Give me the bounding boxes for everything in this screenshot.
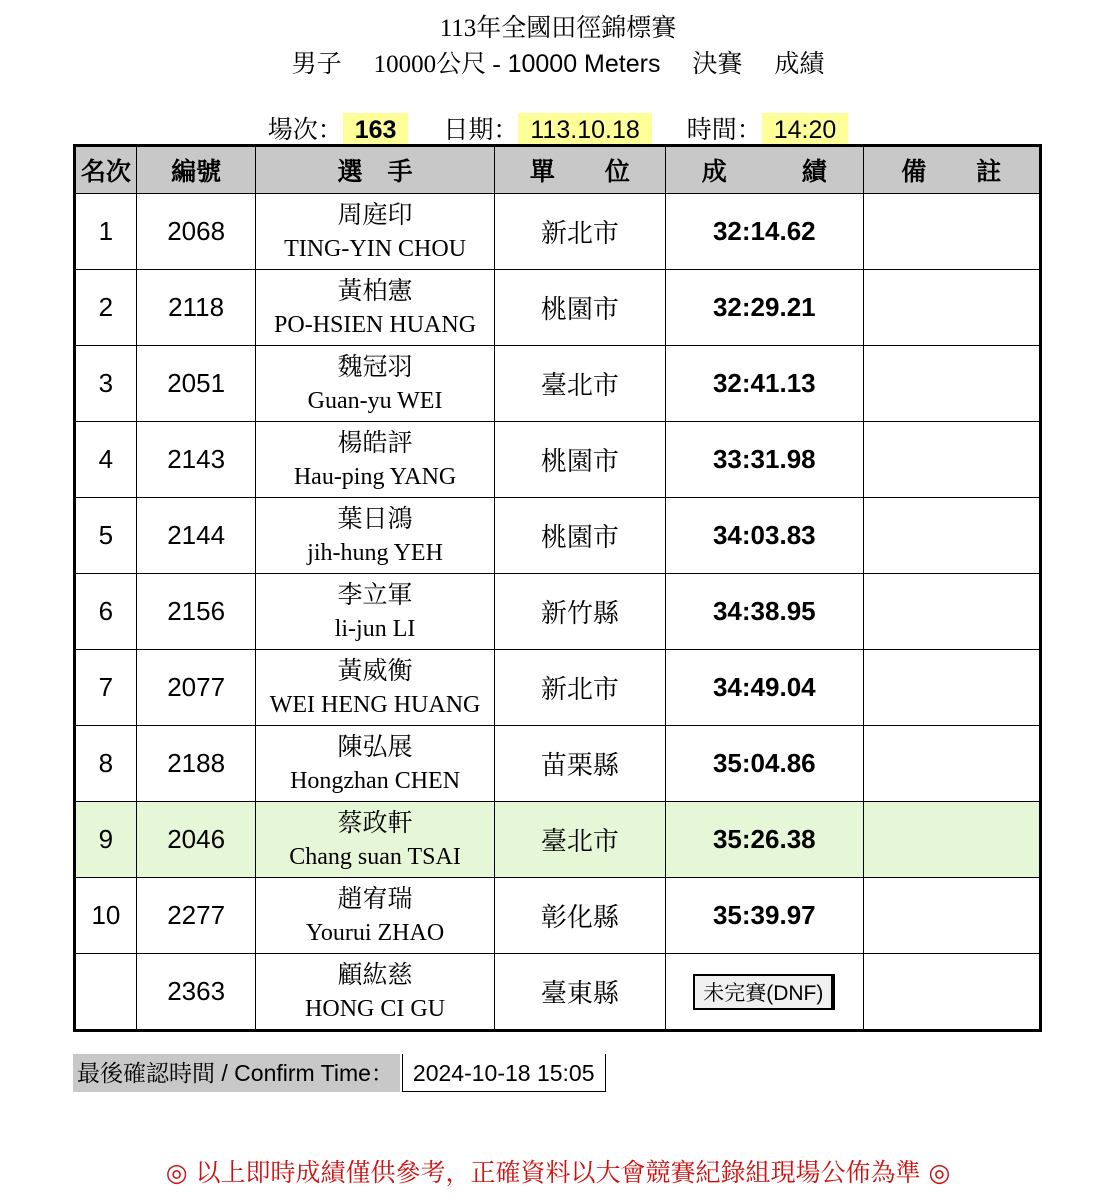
unit-cell: 新北市 (494, 650, 665, 726)
athlete-name-zh: 顧紘慈 (337, 960, 413, 989)
unit-cell: 桃園市 (494, 270, 665, 346)
disclaimer-notice: ◎ 以上即時成績僅供參考，正確資料以大會競賽紀錄組現場公佈為準 ◎ (165, 1158, 951, 1187)
athlete-name-zh: 魏冠羽 (337, 352, 413, 381)
page-title: 113年全國田徑錦標賽 (439, 15, 677, 42)
rank-cell: 7 (75, 650, 137, 726)
unit-cell: 新北市 (494, 194, 665, 270)
mark-cell: 34:38.95 (666, 574, 863, 650)
gender: 男子 (291, 51, 342, 78)
note-cell (863, 650, 1040, 726)
table-header-row (75, 146, 1041, 194)
note-cell (863, 954, 1040, 1031)
time-value: 14:20 (762, 113, 849, 147)
event-en: 10000 Meters (507, 50, 661, 78)
confirm-time (73, 1054, 606, 1092)
table-row (75, 270, 1041, 346)
time-label: 時間： (686, 116, 762, 144)
rank-cell: 10 (75, 878, 137, 954)
athlete-name-zh: 趙宥瑞 (337, 884, 413, 913)
athlete-cell (256, 422, 494, 498)
athlete-name-en: Hongzhan CHEN (290, 767, 461, 794)
unit-cell: 彰化縣 (494, 878, 665, 954)
unit-cell: 桃園市 (494, 422, 665, 498)
rank-cell: 1 (75, 194, 137, 270)
bib-cell: 2046 (136, 802, 256, 878)
heat-label: 場次： (267, 116, 343, 144)
mark-cell: 33:31.98 (666, 422, 863, 498)
athlete-cell (256, 650, 494, 726)
mark-cell: 35:39.97 (666, 878, 863, 954)
athlete-name-en: TING-YIN CHOU (284, 235, 467, 262)
bib-cell: 2143 (136, 422, 256, 498)
header-mark: 成 績 (666, 146, 863, 194)
athlete-name-en: HONG CI GU (305, 995, 446, 1022)
table-row (75, 802, 1041, 878)
athlete-name-zh: 陳弘展 (337, 732, 413, 761)
header-unit: 單 位 (494, 146, 665, 194)
athlete-name-zh: 周庭印 (337, 200, 413, 229)
athlete-name-zh: 黃柏憲 (337, 276, 413, 305)
athlete-name-zh: 蔡政軒 (337, 808, 413, 837)
athlete-name-zh: 葉日鴻 (337, 504, 413, 533)
header-bib: 編號 (136, 146, 256, 194)
table-row (75, 574, 1041, 650)
note-cell (863, 498, 1040, 574)
note-cell (863, 802, 1040, 878)
mark-cell: 32:29.21 (666, 270, 863, 346)
athlete-name-en: Yourui ZHAO (305, 919, 445, 946)
bib-cell: 2156 (136, 574, 256, 650)
heat-value: 163 (343, 113, 409, 147)
athlete-name-en: WEI HENG HUANG (269, 691, 481, 718)
athlete-cell (256, 574, 494, 650)
mark-cell: 35:04.86 (666, 726, 863, 802)
mark-cell (666, 954, 863, 1031)
athlete-cell (256, 194, 494, 270)
athlete-cell (256, 878, 494, 954)
unit-cell: 苗栗縣 (494, 726, 665, 802)
athlete-cell (256, 498, 494, 574)
confirm-time-value: 2024-10-18 15:05 (402, 1054, 606, 1092)
athlete-cell (256, 802, 494, 878)
note-cell (863, 194, 1040, 270)
rank-cell: 6 (75, 574, 137, 650)
date-value: 113.10.18 (518, 113, 651, 147)
bib-cell: 2077 (136, 650, 256, 726)
bib-cell: 2188 (136, 726, 256, 802)
note-cell (863, 346, 1040, 422)
mark-cell: 34:49.04 (666, 650, 863, 726)
round: 決賽 (692, 51, 743, 78)
header-note: 備 註 (863, 146, 1040, 194)
athlete-name-zh: 李立軍 (337, 580, 413, 609)
athlete-cell (256, 346, 494, 422)
table-row (75, 726, 1041, 802)
rank-cell: 5 (75, 498, 137, 574)
results-body (75, 194, 1041, 1031)
athlete-name-en: jih-hung YEH (307, 539, 443, 566)
note-cell (863, 878, 1040, 954)
bib-cell: 2051 (136, 346, 256, 422)
mark-cell: 32:41.13 (666, 346, 863, 422)
bib-cell: 2277 (136, 878, 256, 954)
result-type: 成績 (774, 51, 825, 78)
unit-cell: 臺北市 (494, 346, 665, 422)
rank-cell (75, 954, 137, 1031)
mark-cell: 34:03.83 (666, 498, 863, 574)
event-subtitle (0, 44, 1116, 80)
athlete-name-en: Guan-yu WEI (307, 387, 443, 414)
unit-cell: 臺東縣 (494, 954, 665, 1031)
unit-cell: 新竹縣 (494, 574, 665, 650)
table-row (75, 194, 1041, 270)
results-table (73, 144, 1042, 1032)
athlete-cell (256, 726, 494, 802)
rank-cell: 3 (75, 346, 137, 422)
table-row (75, 650, 1041, 726)
note-cell (863, 726, 1040, 802)
table-row (75, 498, 1041, 574)
table-row (75, 346, 1041, 422)
bib-cell: 2363 (136, 954, 256, 1031)
table-row (75, 878, 1041, 954)
event-zh: 10000公尺 - (373, 51, 501, 78)
date-label: 日期： (443, 116, 519, 144)
dnf-badge: 未完賽(DNF) (693, 974, 835, 1010)
unit-cell: 臺北市 (494, 802, 665, 878)
header-athlete: 選 手 (256, 146, 494, 194)
athlete-name-zh: 楊皓評 (337, 428, 413, 457)
table-row (75, 954, 1041, 1031)
athlete-name-en: Chang suan TSAI (289, 843, 461, 870)
header-rank: 名次 (75, 146, 137, 194)
athlete-name-en: Hau-ping YANG (293, 463, 457, 490)
bib-cell: 2068 (136, 194, 256, 270)
mark-cell: 35:26.38 (666, 802, 863, 878)
rank-cell: 4 (75, 422, 137, 498)
note-cell (863, 270, 1040, 346)
bib-cell: 2144 (136, 498, 256, 574)
rank-cell: 2 (75, 270, 137, 346)
unit-cell: 桃園市 (494, 498, 665, 574)
event-info (0, 110, 1116, 147)
athlete-name-en: li-jun LI (334, 615, 416, 642)
rank-cell: 9 (75, 802, 137, 878)
table-row (75, 422, 1041, 498)
confirm-time-label: 最後確認時間 / Confirm Time： (73, 1054, 400, 1092)
athlete-cell (256, 954, 494, 1031)
bib-cell: 2118 (136, 270, 256, 346)
athlete-cell (256, 270, 494, 346)
athlete-name-zh: 黃威衡 (337, 656, 413, 685)
mark-cell: 32:14.62 (666, 194, 863, 270)
note-cell (863, 574, 1040, 650)
rank-cell: 8 (75, 726, 137, 802)
note-cell (863, 422, 1040, 498)
athlete-name-en: PO-HSIEN HUANG (274, 311, 477, 338)
